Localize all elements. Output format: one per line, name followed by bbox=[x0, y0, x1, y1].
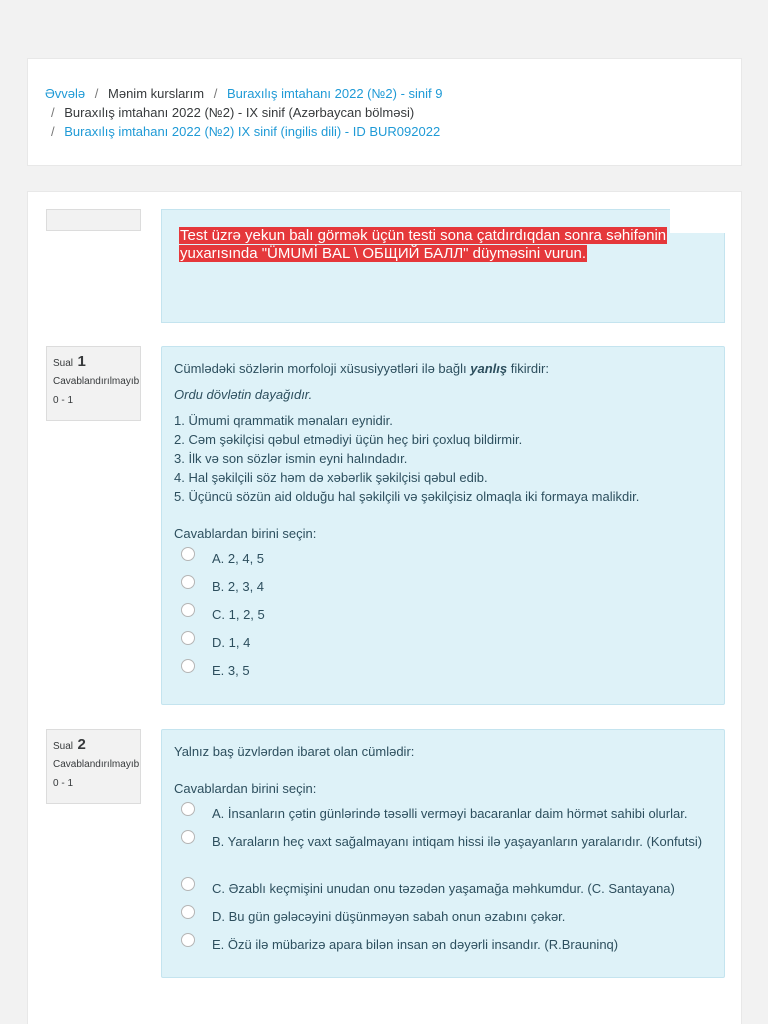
answer-option-e[interactable]: E. 3, 5 bbox=[174, 659, 712, 687]
breadcrumb-my-courses[interactable]: Mənim kurslarım bbox=[108, 86, 205, 101]
radio-button[interactable] bbox=[181, 603, 195, 617]
radio-button[interactable] bbox=[181, 933, 195, 947]
answer-option-d[interactable]: D. 1, 4 bbox=[174, 631, 712, 659]
statement-item: 2. Cəm şəkilçisi qəbul etmədiyi üçün heç biri çoxluq bildirmir. bbox=[174, 432, 523, 447]
question-number: 1 bbox=[77, 353, 86, 370]
answer-options bbox=[174, 547, 712, 687]
question-2-info bbox=[46, 729, 141, 804]
statement-item: 4. Hal şəkilçili söz həm də xəbərlik şəkilçisi qəbul edib. bbox=[174, 470, 488, 485]
breadcrumb-line-3 bbox=[45, 122, 741, 141]
answer-option-e[interactable]: E. Özü ilə mübarizə apara bilən insan ən dəyərli insandır. (R.Brauninq) bbox=[174, 933, 712, 961]
answer-options bbox=[174, 802, 712, 961]
question-label: Sual bbox=[53, 358, 74, 369]
breadcrumb-course-link[interactable]: Buraxılış imtahanı 2022 (№2) - sinif 9 bbox=[226, 86, 443, 101]
question-text: Cümlədəki sözlərin morfoloji xüsusiyyətləri ilə bağlı yanlış fikirdir: bbox=[174, 361, 549, 376]
statement-item: 3. İlk və son sözlər ismin eyni halındadır. bbox=[174, 451, 408, 466]
breadcrumb-home-link[interactable]: Əvvələ bbox=[45, 86, 86, 101]
radio-button[interactable] bbox=[181, 905, 195, 919]
answer-option-c[interactable]: C. 1, 2, 5 bbox=[174, 603, 712, 631]
breadcrumb-separator: / bbox=[94, 86, 99, 101]
statement-item: 1. Ümumi qrammatik mənaları eynidir. bbox=[174, 413, 393, 428]
question-label: Sual bbox=[53, 741, 74, 752]
breadcrumb bbox=[27, 58, 742, 166]
statement-list bbox=[174, 411, 712, 506]
question-number: 2 bbox=[77, 736, 86, 753]
question-1-content bbox=[161, 346, 725, 705]
answer-prompt: Cavablardan birini seçin: bbox=[174, 526, 317, 541]
question-text: Yalnız baş üzvlərdən ibarət olan cümlədir: bbox=[174, 744, 415, 759]
question-grade: 0 - 1 bbox=[53, 778, 74, 789]
breadcrumb-quiz-link[interactable]: Buraxılış imtahanı 2022 (№2) IX sinif (ingilis dili) - ID BUR092022 bbox=[64, 124, 441, 139]
breadcrumb-line-1 bbox=[45, 84, 741, 103]
question-sentence: Ordu dövlətin dayağıdır. bbox=[174, 387, 313, 402]
answer-prompt: Cavablardan birini seçin: bbox=[174, 781, 317, 796]
radio-button[interactable] bbox=[181, 631, 195, 645]
radio-button[interactable] bbox=[181, 575, 195, 589]
radio-button[interactable] bbox=[181, 877, 195, 891]
breadcrumb-line-2 bbox=[45, 103, 741, 122]
answer-option-a[interactable]: A. İnsanların çətin günlərində təsəlli verməyi bacaranlar daim hörmət sahibi olurlar. bbox=[174, 802, 712, 830]
question-1-info bbox=[46, 346, 141, 421]
answer-option-b[interactable]: B. 2, 3, 4 bbox=[174, 575, 712, 603]
quiz-attempt-card bbox=[27, 191, 742, 1024]
breadcrumb-section[interactable]: Buraxılış imtahanı 2022 (№2) - IX sinif (Azərbaycan bölməsi) bbox=[64, 105, 415, 120]
notice-info-box bbox=[46, 209, 141, 231]
question-2-content bbox=[161, 729, 725, 978]
question-state: Cavablandırılmayıb bbox=[53, 759, 140, 770]
answer-option-b[interactable]: B. Yaraların heç vaxt sağalmayanı intiqam hissi ilə yaşayanların yaralarıdır. (Konfutsi) bbox=[174, 830, 712, 877]
radio-button[interactable] bbox=[181, 830, 195, 844]
answer-option-c[interactable]: C. Əzablı keçmişini unudan onu təzədən yaşamağa məhkumdur. (C. Santayana) bbox=[174, 877, 712, 905]
notice-box bbox=[161, 209, 725, 323]
radio-button[interactable] bbox=[181, 802, 195, 816]
answer-option-a[interactable]: A. 2, 4, 5 bbox=[174, 547, 712, 575]
answer-option-d[interactable]: D. Bu gün gələcəyini düşünməyən sabah onun əzabını çəkər. bbox=[174, 905, 712, 933]
radio-button[interactable] bbox=[181, 547, 195, 561]
statement-item: 5. Üçüncü sözün aid olduğu hal şəkilçili və şəkilçisiz olmaqla iki formaya malikdir. bbox=[174, 489, 640, 504]
breadcrumb-separator: / bbox=[213, 86, 218, 101]
question-state: Cavablandırılmayıb bbox=[53, 376, 140, 387]
notice-text: Test üzrə yekun balı görmək üçün testi sona çatdırdıqdan sonra səhifənin yuxarısında "ÜMUMİ BAL \ ОБЩИЙ БАЛЛ" düyməsini vurun. bbox=[180, 227, 667, 262]
question-grade: 0 - 1 bbox=[53, 395, 74, 406]
radio-button[interactable] bbox=[181, 659, 195, 673]
breadcrumb-separator: / bbox=[51, 105, 55, 120]
breadcrumb-separator: / bbox=[51, 124, 55, 139]
